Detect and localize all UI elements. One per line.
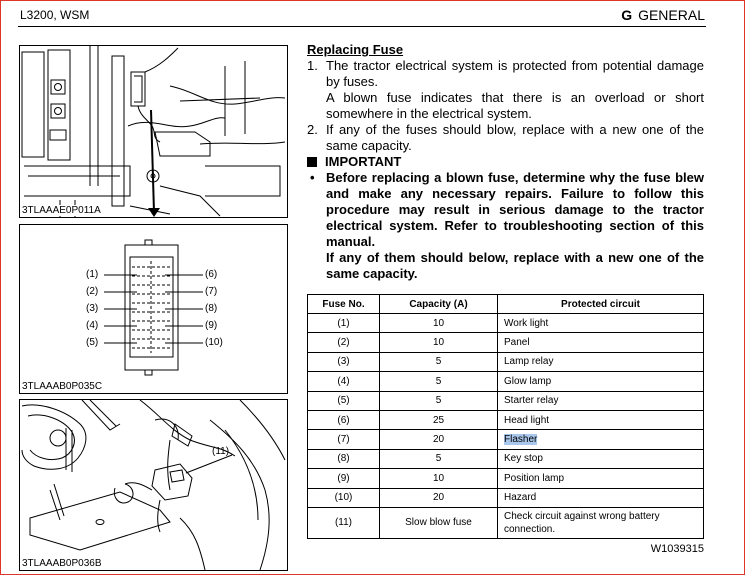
important-text-b: If any of them should below, replace with a new one of the same capacity. [326,250,704,281]
table-row [308,430,704,449]
selected-text: Flasher [504,434,538,446]
fuse-label-7: (7) [205,286,218,297]
section-title: GENERAL [638,7,705,23]
fuse-label-10: (10) [205,337,223,348]
capacity-cell: 20 [380,430,498,449]
circuit-cell: Work light [498,314,704,333]
header-fuse-no: Fuse No. [308,295,380,314]
capacity-cell: 20 [380,488,498,507]
fuse-label-11: (11) [212,446,230,457]
step-1-text-a: The tractor electrical system is protected from potential damage by fuses. [326,58,704,89]
circuit-cell: Panel [498,333,704,352]
fuse-no-cell: (10) [308,488,380,507]
table-row [308,314,704,333]
capacity-cell: 5 [380,372,498,391]
capacity-cell: 25 [380,410,498,429]
capacity-cell: 5 [380,449,498,468]
fuse-no-cell: (2) [308,333,380,352]
fuse-no-cell: (8) [308,449,380,468]
circuit-cell: Head light [498,410,704,429]
important-text-a: Before replacing a blown fuse, determine why the fuse blew and make any necessary repairs. Failure to follow this procedure may result in serious damage to the tractor electrical system. Refer to troubleshooting section of this manual. [326,170,704,249]
table-row [308,410,704,429]
fuse-no-cell: (6) [308,410,380,429]
important-note [307,170,704,282]
figure-caption: 3TLAAAB0P036B [22,558,102,569]
fuse-label-8: (8) [205,303,218,314]
slow-blow-fuse-illustration [20,400,287,570]
fuse-no-cell: (1) [308,314,380,333]
capacity-cell: 5 [380,352,498,371]
important-heading [307,154,704,170]
fuse-label-9: (9) [205,320,218,331]
fuse-label-4: (4) [86,320,99,331]
bullet-icon: • [310,170,315,185]
fuse-no-cell: (3) [308,352,380,371]
circuit-cell: Check circuit against wrong battery connection. [498,507,704,538]
fuse-label-6: (6) [205,269,218,280]
circuit-cell: Starter relay [498,391,704,410]
step-number: 1. [307,58,318,73]
section-letter: G [621,7,633,23]
section-heading [621,7,705,23]
figure-fuse-box [19,224,288,394]
table-row [308,449,704,468]
section-title-replacing-fuse: Replacing Fuse [307,42,404,57]
square-bullet-icon [307,157,317,167]
fuse-no-cell: (11) [308,507,380,538]
fuse-no-cell: (7) [308,430,380,449]
fuse-label-3: (3) [86,303,99,314]
figure-caption: 3TLAAAE0P011A [22,205,101,216]
table-row [308,333,704,352]
figure-slow-blow-fuse [19,399,288,571]
header-protected-circuit: Protected circuit [498,295,704,314]
step-1-text-b: A blown fuse indicates that there is an overload or short somewhere in the electrical system. [326,90,704,121]
circuit-cell: Lamp relay [498,352,704,371]
fuse-no-cell: (5) [308,391,380,410]
circuit-cell: Glow lamp [498,372,704,391]
fuse-no-cell: (4) [308,372,380,391]
step-number: 2. [307,122,318,137]
step-2 [307,122,704,154]
circuit-cell [498,430,704,449]
fuse-no-cell: (9) [308,469,380,488]
header-capacity: Capacity (A) [380,295,498,314]
header-rule [18,26,706,27]
manual-title: L3200, WSM [20,8,90,22]
document-code: W1039315 [650,543,704,555]
figure-caption: 3TLAAAB0P035C [22,381,103,392]
table-row [308,391,704,410]
capacity-cell: 10 [380,314,498,333]
capacity-cell: Slow blow fuse [380,507,498,538]
important-label: IMPORTANT [325,154,402,169]
table-row [308,469,704,488]
step-2-text: If any of the fuses should blow, replace with a new one of the same capacity. [326,122,704,153]
circuit-cell: Hazard [498,488,704,507]
table-row [308,507,704,538]
fuse-location-illustration [20,46,287,217]
fuse-label-2: (2) [86,286,99,297]
step-1 [307,58,704,122]
figure-fuse-location [19,45,288,218]
fuse-label-1: (1) [86,269,99,280]
capacity-cell: 5 [380,391,498,410]
table-row [308,488,704,507]
circuit-cell: Key stop [498,449,704,468]
instructions [307,42,704,282]
table-row [308,352,704,371]
fuse-box-illustration [20,225,287,393]
table-header-row [308,295,704,314]
circuit-cell: Position lamp [498,469,704,488]
table-row [308,372,704,391]
capacity-cell: 10 [380,469,498,488]
fuse-table [307,294,704,539]
capacity-cell: 10 [380,333,498,352]
fuse-label-5: (5) [86,337,99,348]
